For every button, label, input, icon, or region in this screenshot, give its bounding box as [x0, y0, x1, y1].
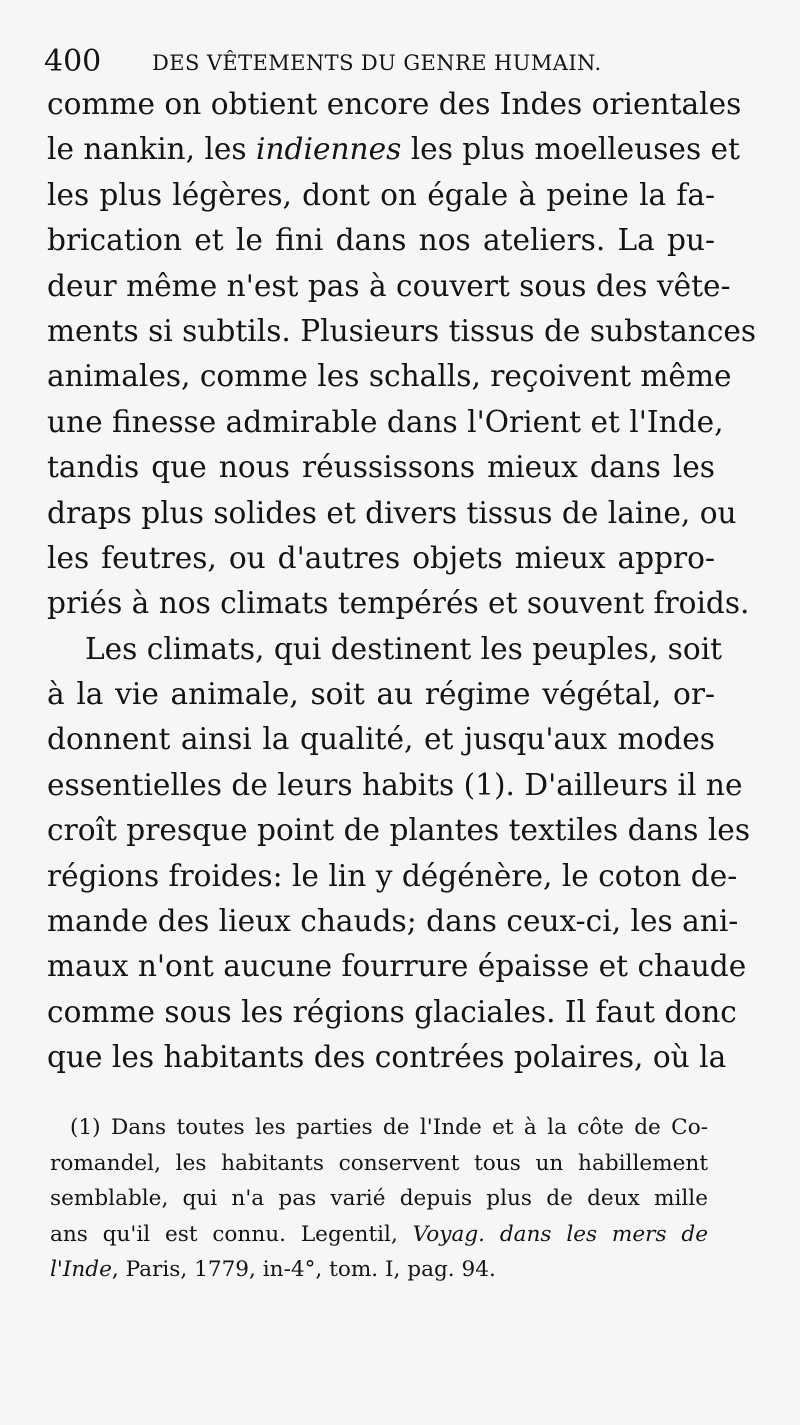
text-line: priés à nos climats tempérés et souvent froids.: [47, 586, 750, 621]
text-line: régions froides: le lin y dégénère, le coton de-: [47, 858, 738, 893]
text-line: brication et le fini dans nos ateliers. La pu-: [47, 223, 715, 258]
text-line: tandis que nous réussissons mieux dans les: [47, 450, 715, 485]
footnote-line: (1) Dans toutes les parties de l'Inde et à la côte de Co-: [70, 1115, 708, 1140]
footnote-segment: , Paris, 1779, in-4°, tom. I, pag. 94.: [111, 1257, 496, 1282]
footnote-line: [50, 1217, 708, 1253]
text-line: à la vie animale, soit au régime végétal, or-: [47, 677, 715, 712]
body-text: [47, 82, 757, 1081]
footnote-segment: ans qu'il est connu. Legentil,: [50, 1221, 398, 1247]
italic-citation: l'Inde: [50, 1257, 112, 1282]
text-line: comme on obtient encore des Indes orientales: [47, 87, 742, 121]
text-line: donnent ainsi la qualité, et jusqu'aux modes: [47, 722, 715, 757]
italic-term: indiennes: [256, 132, 402, 167]
text-segment: le nankin, les: [47, 132, 247, 167]
text-line: ments si subtils. Plusieurs tissus de substances: [47, 313, 757, 348]
footnote-line: [50, 1252, 708, 1288]
italic-citation: Voyag. dans les mers de: [412, 1221, 708, 1247]
text-line: deur même n'est pas à couvert sous des vête-: [47, 268, 731, 303]
page-number: 400: [44, 44, 102, 79]
text-line: croît presque point de plantes textiles dans les: [47, 813, 751, 848]
text-line: [47, 127, 740, 172]
text-line: essentielles de leurs habits (1). D'ailleurs il ne: [47, 767, 743, 802]
footnote-line: semblable, qui n'a pas varié depuis plus de deux mille: [50, 1186, 708, 1211]
text-line: une finesse admirable dans l'Orient et l'Inde,: [47, 404, 724, 439]
text-line: draps plus solides et divers tissus de laine, ou: [47, 495, 737, 530]
text-line: comme sous les régions glaciales. Il faut donc: [47, 994, 737, 1029]
text-line: les plus légères, dont on égale à peine la fa-: [47, 177, 715, 212]
text-line: les feutres, ou d'autres objets mieux appro-: [47, 540, 715, 575]
running-head: DES VÊTEMENTS DU GENRE HUMAIN.: [152, 51, 602, 75]
text-line: Les climats, qui destinent les peuples, soit: [85, 631, 723, 666]
text-line: que les habitants des contrées polaires, où la: [47, 1040, 727, 1075]
page-header: [44, 42, 684, 82]
text-line: animales, comme les schalls, reçoivent même: [47, 359, 732, 394]
text-segment: les plus moelleuses et: [410, 132, 740, 167]
text-line: maux n'ont aucune fourrure épaisse et chaude: [47, 949, 747, 984]
text-line: mande des lieux chauds; dans ceux-ci, les ani-: [47, 904, 739, 939]
footnote: [50, 1110, 708, 1288]
footnote-line: romandel, les habitants conservent tous un habillement: [50, 1150, 708, 1176]
